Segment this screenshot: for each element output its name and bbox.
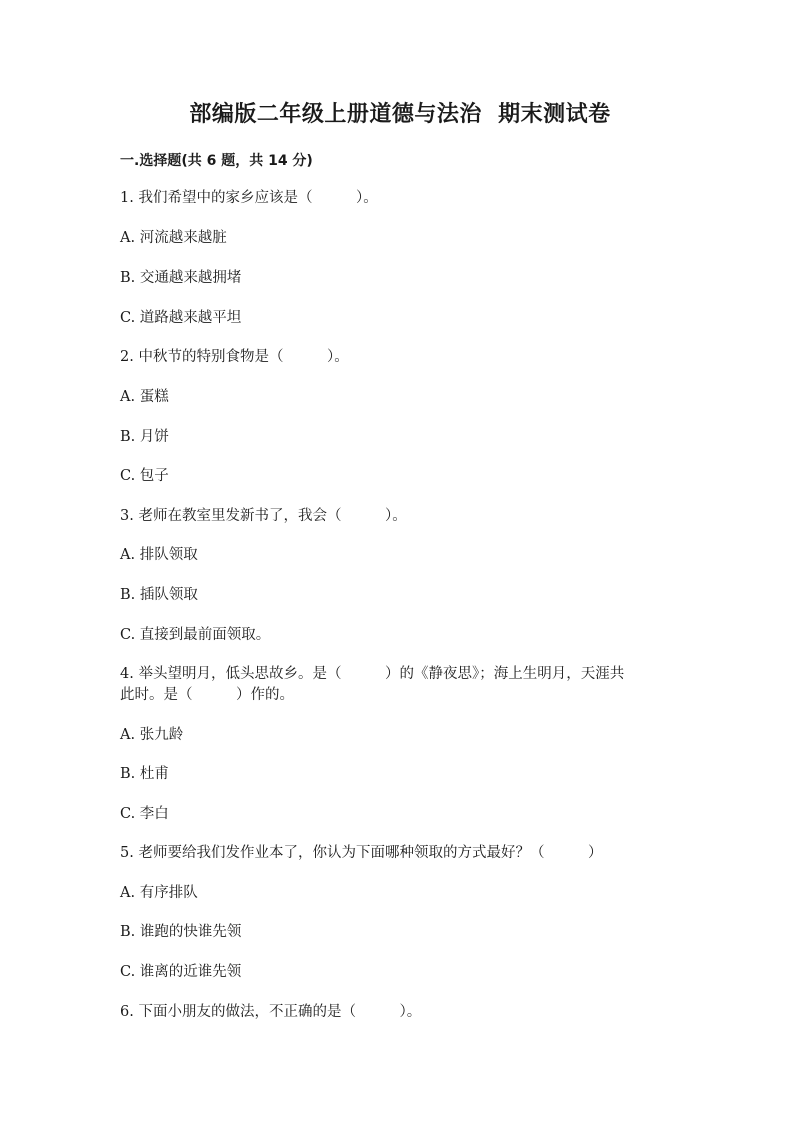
question-2-option-c: C. 包子 bbox=[120, 468, 169, 484]
question-4-option-c: C. 李白 bbox=[120, 806, 169, 822]
question-5-option-b: B. 谁跑的快谁先领 bbox=[120, 924, 242, 940]
exam-title: 部编版二年级上册道德与法治 期末测试卷 bbox=[189, 102, 611, 127]
question-6-stem: 6. 下面小朋友的做法，不正确的是（ ）。 bbox=[120, 1004, 422, 1020]
question-1-option-b: B. 交通越来越拥堵 bbox=[120, 270, 242, 286]
question-2-option-b: B. 月饼 bbox=[120, 429, 169, 445]
question-4-stem-line-1: 4. 举头望明月，低头思故乡。是（ ）的《静夜思》；海上生明月，天涯共 bbox=[120, 666, 625, 682]
question-5-option-c: C. 谁离的近谁先领 bbox=[120, 964, 242, 980]
question-3-stem: 3. 老师在教室里发新书了，我会（ ）。 bbox=[120, 508, 407, 524]
question-1-option-a: A. 河流越来越脏 bbox=[120, 230, 227, 246]
question-1-stem: 1. 我们希望中的家乡应该是（ ）。 bbox=[120, 190, 378, 206]
question-3-option-c: C. 直接到最前面领取。 bbox=[120, 627, 271, 643]
question-5-option-a: A. 有序排队 bbox=[120, 885, 198, 901]
question-2-option-a: A. 蛋糕 bbox=[120, 389, 169, 405]
question-3-option-b: B. 插队领取 bbox=[120, 587, 198, 603]
question-4-option-a: A. 张九龄 bbox=[120, 727, 184, 743]
question-3-option-a: A. 排队领取 bbox=[120, 547, 198, 563]
question-4-option-b: B. 杜甫 bbox=[120, 766, 169, 782]
section-heading: 一.选择题(共 6 题，共 14 分) bbox=[120, 153, 313, 169]
question-1-option-c: C. 道路越来越平坦 bbox=[120, 310, 242, 326]
question-2-stem: 2. 中秋节的特别食物是（ ）。 bbox=[120, 349, 349, 365]
question-4-stem-line-2: 此时。是（ ）作的。 bbox=[120, 687, 294, 703]
question-5-stem: 5. 老师要给我们发作业本了，你认为下面哪种领取的方式最好？（ ） bbox=[120, 845, 603, 861]
